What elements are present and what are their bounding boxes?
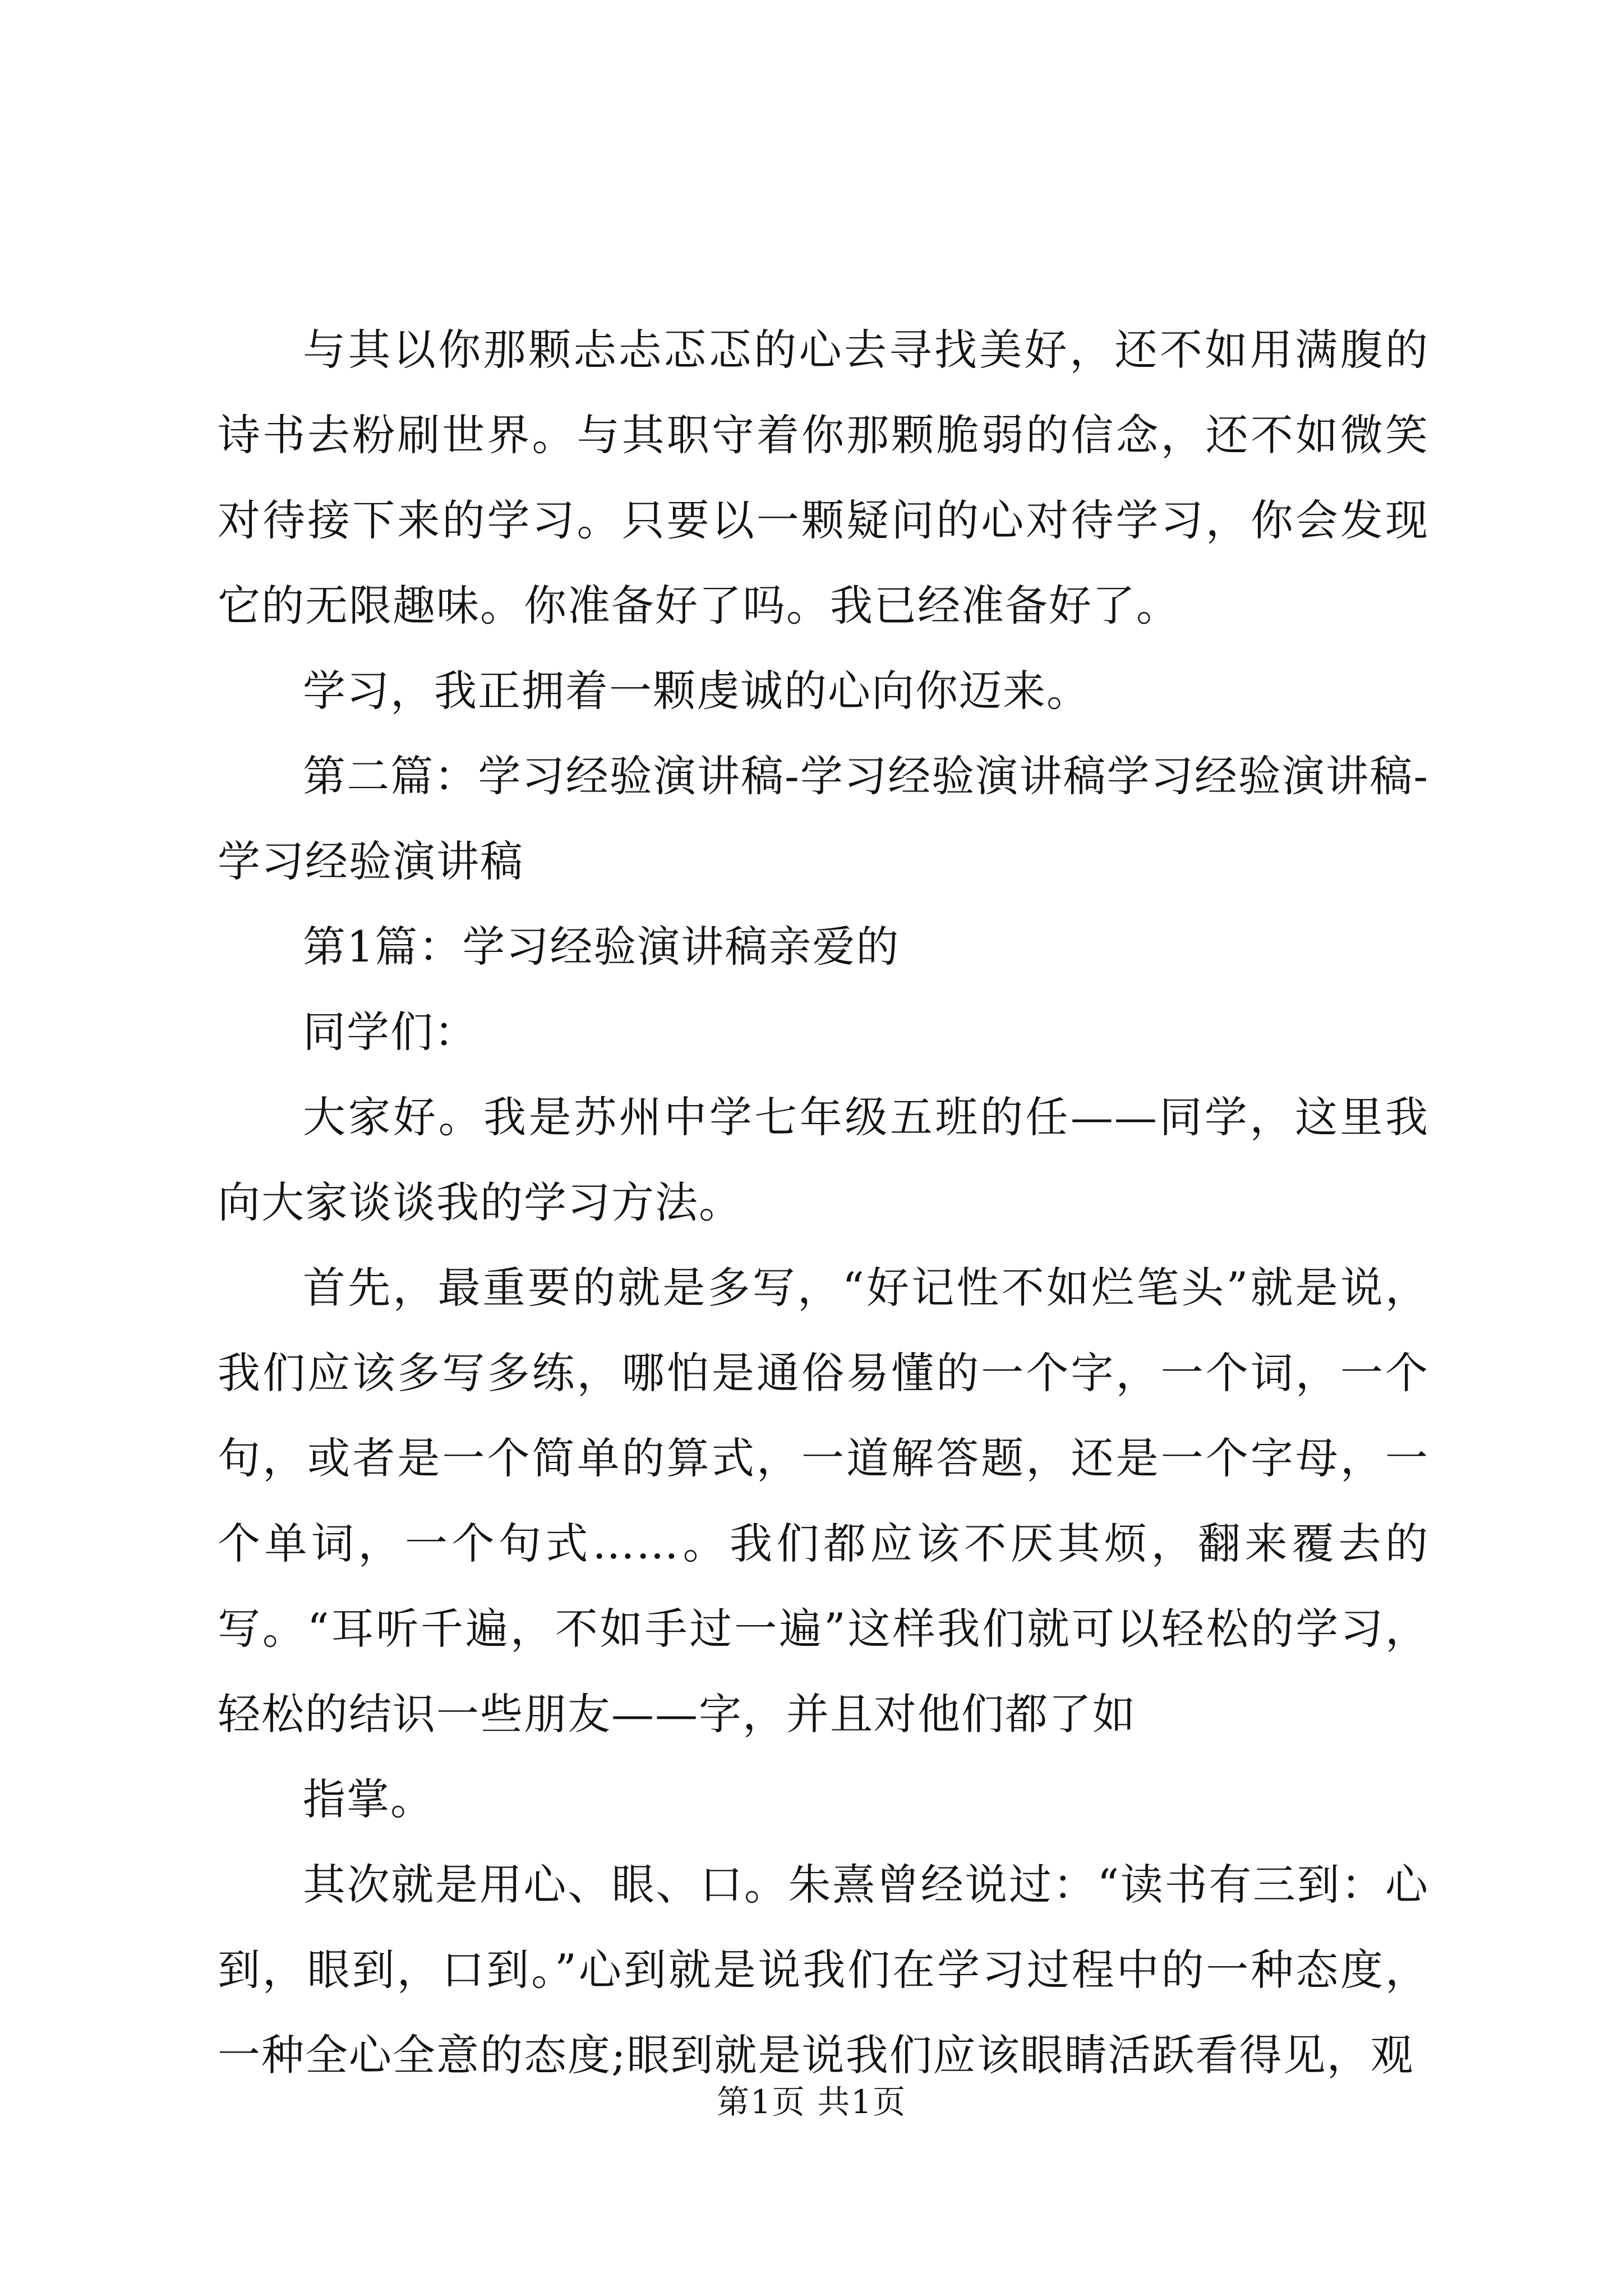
paragraph: 大家好。我是苏州中学七年级五班的任——同学，这里我向大家谈谈我的学习方法。	[218, 1092, 1429, 1227]
paragraph: 其次就是用心、眼、口。朱熹曾经说过：“读书有三到：心到，眼到，口到。”心到就是说我们在学习过程中的一种态度，一种全心全意的态度;眼到就是说我们应该眼睛活跃看得见，观	[218, 1860, 1429, 2080]
page-number-footer: 第1页 共1页	[716, 2083, 907, 2121]
subsection-heading: 第1篇：学习经验演讲稿亲爱的	[303, 922, 900, 972]
salutation: 同学们：	[303, 1007, 478, 1057]
paragraph: 学习，我正拥着一颗虔诚的心向你迈来。	[303, 666, 1090, 716]
document-body	[218, 307, 1429, 2098]
paragraph: 首先，最重要的就是多写，“好记性不如烂笔头”就是说，我们应该多写多练，哪怕是通俗易懂的一个字，一个词，一个句，或者是一个简单的算式，一道解答题，还是一个字母，一个单词，一个句式……。我们都应该不厌其烦，翻来覆去的写。“耳听千遍，不如手过一遍”这样我们就可以轻松的学习，轻松的结识一些朋友——字，并且对他们都了如	[218, 1263, 1429, 1739]
paragraph: 指掌。	[303, 1774, 434, 1824]
section-heading: 第二篇：学习经验演讲稿-学习经验演讲稿学习经验演讲稿-学习经验演讲稿	[218, 751, 1429, 886]
paragraph: 与其以你那颗忐忐忑忑的心去寻找美好，还不如用满腹的诗书去粉刷世界。与其职守着你那颗脆弱的信念，还不如微笑对待接下来的学习。只要以一颗疑问的心对待学习，你会发现它的无限趣味。你准备好了吗。我已经准备好了。	[218, 325, 1429, 631]
